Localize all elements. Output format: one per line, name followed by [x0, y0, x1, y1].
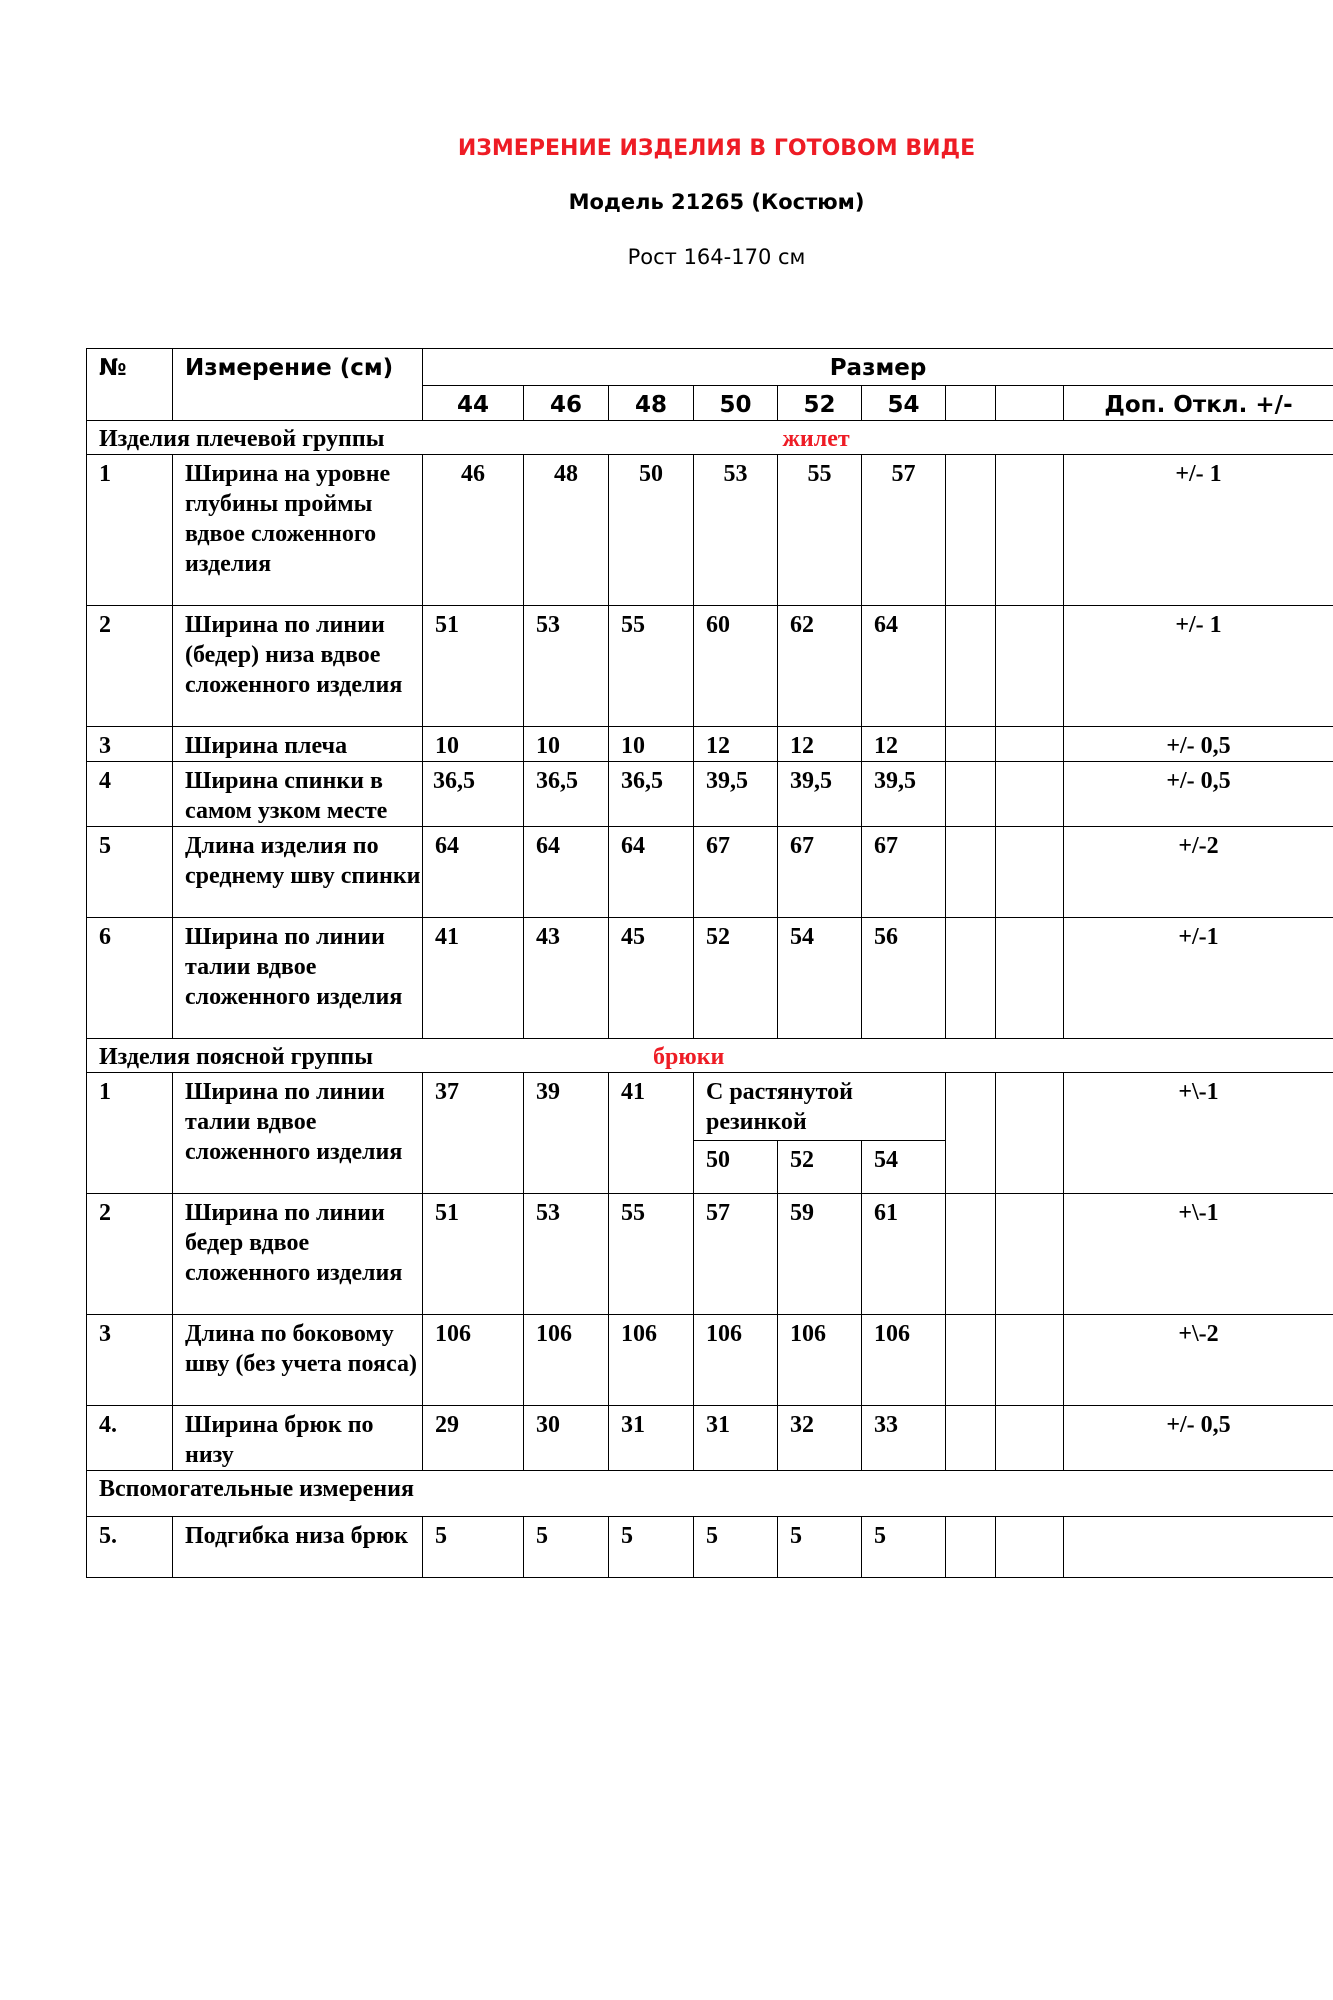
- table-row: [87, 1406, 1333, 1471]
- row-number: 5: [87, 827, 173, 918]
- table-row: [87, 1194, 1333, 1315]
- row-value: 10: [524, 727, 609, 762]
- section-row: [87, 421, 1333, 455]
- row-value: 10: [423, 727, 524, 762]
- header-measurement: Измерение (см): [173, 349, 423, 421]
- row-value: 67: [862, 827, 946, 918]
- row-value: 53: [524, 606, 609, 727]
- row-value: 57: [694, 1194, 778, 1315]
- row-value: 12: [694, 727, 778, 762]
- row-value: 64: [524, 827, 609, 918]
- row-value: 57: [862, 455, 946, 606]
- document-title: ИЗМЕРЕНИЕ ИЗДЕЛИЯ В ГОТОВОМ ВИДЕ: [457, 136, 976, 161]
- row-value: 36,5: [609, 762, 694, 827]
- table-row: [87, 1517, 1333, 1578]
- empty-cell: [946, 1315, 996, 1406]
- row-value: 67: [778, 827, 862, 918]
- row-value: 60: [694, 606, 778, 727]
- row-value: 55: [609, 1194, 694, 1315]
- empty-cell: [946, 1073, 996, 1194]
- row-value: 55: [609, 606, 694, 727]
- empty-cell: [996, 1315, 1064, 1406]
- header-tolerance: Доп. Откл. +/-: [1064, 386, 1333, 421]
- table-row: [87, 455, 1333, 606]
- row-value: 37: [423, 1073, 524, 1194]
- row-value: 64: [609, 827, 694, 918]
- row-measurement: Ширина по линии бедер вдвое сложенного изделия: [173, 1194, 423, 1315]
- empty-cell: [996, 1406, 1064, 1471]
- row-tolerance: +/- 0,5: [1064, 727, 1333, 762]
- row-value: 50: [609, 455, 694, 606]
- row-tolerance: +/- 1: [1064, 606, 1333, 727]
- row-value: 30: [524, 1406, 609, 1471]
- section-row: [87, 1039, 1333, 1073]
- section-title: Вспомогательные измерения: [99, 1476, 414, 1502]
- row-tolerance: +\-1: [1064, 1073, 1333, 1194]
- row-measurement: Ширина спинки в самом узком месте: [173, 762, 423, 827]
- row-value: 5: [694, 1517, 778, 1578]
- row-number: 1: [87, 1073, 173, 1194]
- row-value: 106: [778, 1315, 862, 1406]
- height-range: Рост 164-170 см: [627, 245, 806, 269]
- row-value: 54: [778, 918, 862, 1039]
- row-number: 5.: [87, 1517, 173, 1578]
- size-header: 52: [778, 386, 862, 421]
- row-measurement: Ширина по линии талии вдвое сложенного изделия: [173, 918, 423, 1039]
- row-value: 41: [423, 918, 524, 1039]
- row-number: 4.: [87, 1406, 173, 1471]
- row-tolerance: +\-1: [1064, 1194, 1333, 1315]
- elastic-size: 54: [862, 1140, 946, 1193]
- row-measurement: Ширина на уровне глубины проймы вдвое сложенного изделия: [173, 455, 423, 606]
- row-value: 62: [778, 606, 862, 727]
- row-value: 12: [778, 727, 862, 762]
- empty-cell: [946, 386, 996, 421]
- header-row: [87, 349, 1333, 386]
- row-measurement: Ширина плеча: [173, 727, 423, 762]
- empty-cell: [996, 727, 1064, 762]
- empty-cell: [946, 1194, 996, 1315]
- row-tolerance: [1064, 1517, 1333, 1578]
- row-value: 106: [609, 1315, 694, 1406]
- header-size: Размер: [423, 349, 1333, 386]
- section-item: жилет: [782, 426, 850, 452]
- row-value: 39,5: [862, 762, 946, 827]
- size-header: 46: [524, 386, 609, 421]
- row-number: 3: [87, 727, 173, 762]
- empty-cell: [996, 827, 1064, 918]
- table-row: [87, 606, 1333, 727]
- size-header: 44: [423, 386, 524, 421]
- empty-cell: [946, 455, 996, 606]
- row-value: 61: [862, 1194, 946, 1315]
- empty-cell: [996, 918, 1064, 1039]
- row-value: 59: [778, 1194, 862, 1315]
- empty-cell: [946, 606, 996, 727]
- row-value: 31: [609, 1406, 694, 1471]
- row-number: 1: [87, 455, 173, 606]
- elastic-size: 52: [778, 1140, 862, 1193]
- empty-cell: [946, 762, 996, 827]
- empty-cell: [946, 727, 996, 762]
- row-number: 4: [87, 762, 173, 827]
- row-measurement: Ширина брюк по низу: [173, 1406, 423, 1471]
- empty-cell: [996, 386, 1064, 421]
- row-value: 52: [694, 918, 778, 1039]
- row-tolerance: +/-2: [1064, 827, 1333, 918]
- empty-cell: [996, 1194, 1064, 1315]
- row-value: 41: [609, 1073, 694, 1194]
- row-tolerance: +/-1: [1064, 918, 1333, 1039]
- row-value: 53: [694, 455, 778, 606]
- row-value: 45: [609, 918, 694, 1039]
- row-measurement: Подгибка низа брюк: [173, 1517, 423, 1578]
- row-number: 3: [87, 1315, 173, 1406]
- section-title: Изделия плечевой группы: [99, 426, 385, 452]
- measurement-table: [86, 348, 1333, 1578]
- row-number: 6: [87, 918, 173, 1039]
- row-value: 29: [423, 1406, 524, 1471]
- empty-cell: [996, 1073, 1064, 1194]
- row-value: 55: [778, 455, 862, 606]
- empty-cell: [946, 827, 996, 918]
- table-row: [87, 1073, 1333, 1141]
- table-row: [87, 827, 1333, 918]
- row-value: 5: [862, 1517, 946, 1578]
- elastic-note: С растянутой резинкой: [694, 1073, 946, 1141]
- row-value: 32: [778, 1406, 862, 1471]
- row-tolerance: +\-2: [1064, 1315, 1333, 1406]
- row-value: 10: [609, 727, 694, 762]
- row-measurement: Ширина по линии (бедер) низа вдвое сложенного изделия: [173, 606, 423, 727]
- row-value: 48: [524, 455, 609, 606]
- empty-cell: [996, 762, 1064, 827]
- row-value: 5: [778, 1517, 862, 1578]
- empty-cell: [996, 455, 1064, 606]
- row-value: 5: [423, 1517, 524, 1578]
- row-value: 106: [694, 1315, 778, 1406]
- row-value: 39,5: [694, 762, 778, 827]
- row-number: 2: [87, 1194, 173, 1315]
- empty-cell: [946, 1406, 996, 1471]
- row-value: 5: [524, 1517, 609, 1578]
- empty-cell: [946, 1517, 996, 1578]
- empty-cell: [996, 1517, 1064, 1578]
- table-row: [87, 918, 1333, 1039]
- row-value: 106: [524, 1315, 609, 1406]
- row-tolerance: +/- 0,5: [1064, 1406, 1333, 1471]
- row-tolerance: +/- 0,5: [1064, 762, 1333, 827]
- section-item: брюки: [653, 1044, 725, 1070]
- row-value: 106: [862, 1315, 946, 1406]
- row-value: 33: [862, 1406, 946, 1471]
- row-number: 2: [87, 606, 173, 727]
- size-header: 54: [862, 386, 946, 421]
- row-measurement: Длина по боковому шву (без учета пояса): [173, 1315, 423, 1406]
- row-value: 51: [423, 606, 524, 727]
- elastic-size: 50: [694, 1140, 778, 1193]
- row-value: 12: [862, 727, 946, 762]
- section-title: Изделия поясной группы: [99, 1044, 373, 1070]
- row-value: 5: [609, 1517, 694, 1578]
- empty-cell: [996, 606, 1064, 727]
- row-measurement: Ширина по линии талии вдвое сложенного изделия: [173, 1073, 423, 1194]
- section-row: [87, 1471, 1333, 1517]
- row-value: 39,5: [778, 762, 862, 827]
- row-value: 106: [423, 1315, 524, 1406]
- row-value: 46: [423, 455, 524, 606]
- row-value: 43: [524, 918, 609, 1039]
- row-measurement: Длина изделия по среднему шву спинки: [173, 827, 423, 918]
- table-row: [87, 1315, 1333, 1406]
- row-value: 67: [694, 827, 778, 918]
- row-value: 64: [423, 827, 524, 918]
- empty-cell: [946, 918, 996, 1039]
- header-number: №: [87, 349, 173, 421]
- row-value: 39: [524, 1073, 609, 1194]
- size-header: 50: [694, 386, 778, 421]
- row-value: 36,5: [524, 762, 609, 827]
- row-value: 51: [423, 1194, 524, 1315]
- model-name: Модель 21265 (Костюм): [568, 190, 865, 214]
- size-header: 48: [609, 386, 694, 421]
- row-value: 53: [524, 1194, 609, 1315]
- table-row: [87, 762, 1333, 827]
- row-value: 56: [862, 918, 946, 1039]
- row-value: 31: [694, 1406, 778, 1471]
- row-tolerance: +/- 1: [1064, 455, 1333, 606]
- row-value: 36,5: [423, 762, 524, 827]
- row-value: 64: [862, 606, 946, 727]
- table-row: [87, 727, 1333, 762]
